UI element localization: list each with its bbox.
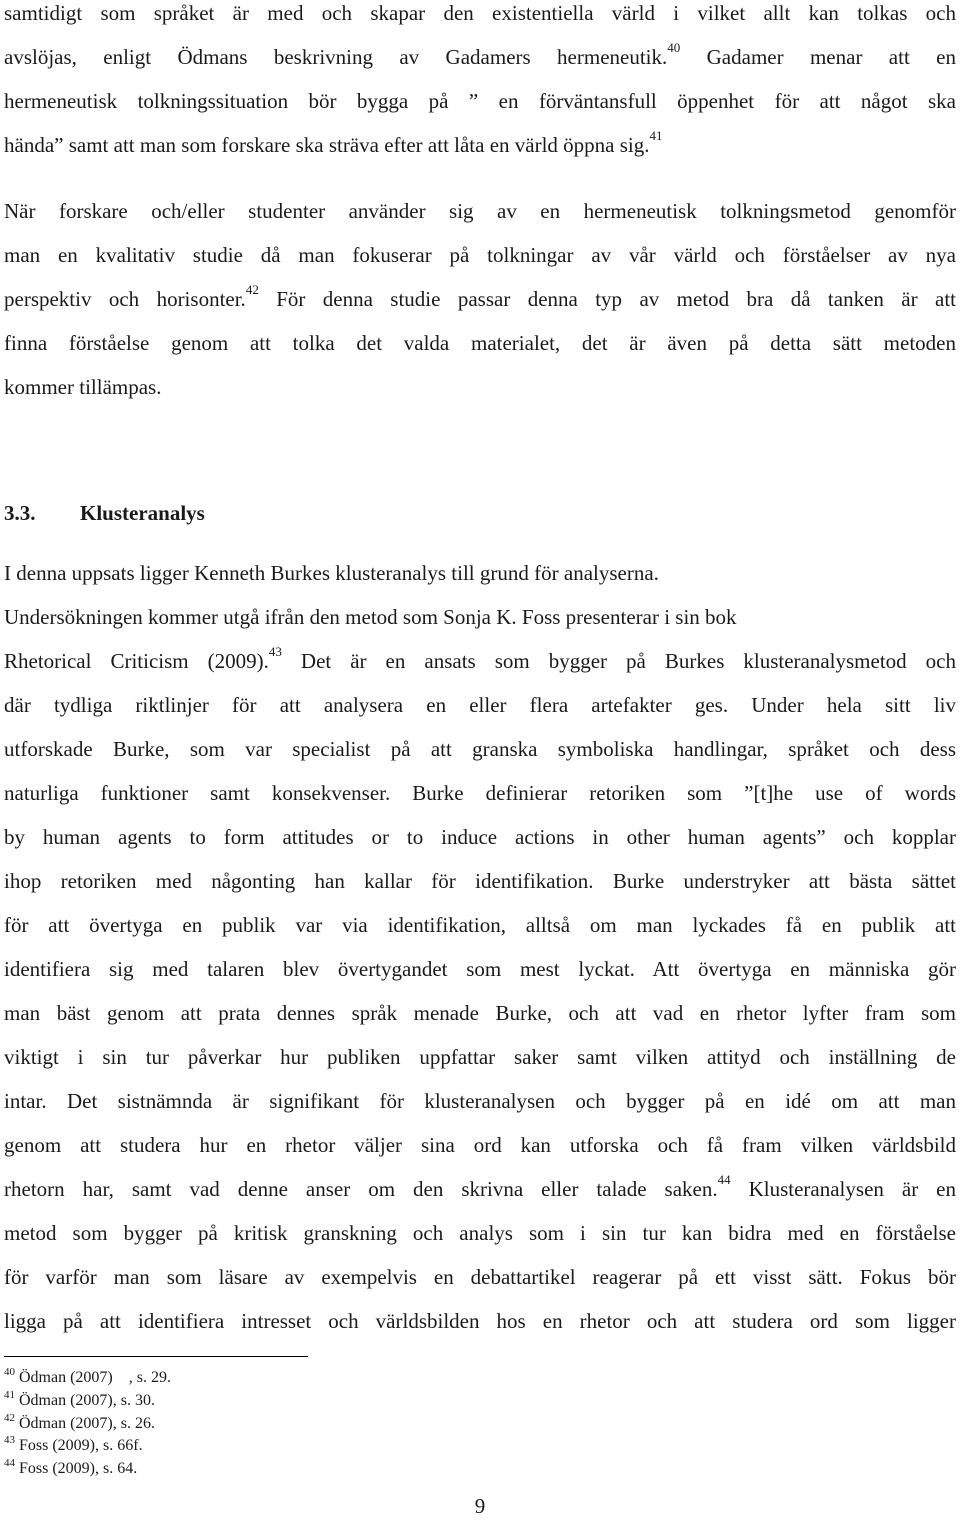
footnote-number: 44	[4, 1457, 15, 1469]
paragraph-line: hermeneutisk tolkningssituation bör bygga på ” en förväntansfull öppenhet för att något ska	[4, 89, 956, 113]
paragraph-line: identifiera sig med talaren blev övertygandet som mest lyckat. Att övertyga en människa gör	[4, 957, 956, 981]
footnote-ref[interactable]: 41	[649, 128, 663, 143]
paragraph-line: man bäst genom att prata dennes språk menade Burke, och att vad en rhetor lyfter fram som	[4, 1001, 956, 1025]
line-text: rhetorn har, samt vad denne anser om den skrivna eller talade saken.	[4, 1177, 718, 1201]
line-text: perspektiv och horisonter.	[4, 287, 246, 311]
paragraph-line: I denna uppsats ligger Kenneth Burkes klusteranalys till grund för analyserna.	[4, 561, 659, 585]
paragraph-line: finna förståelse genom att tolka det valda materialet, det är även på detta sätt metoden	[4, 331, 956, 355]
footnote-divider	[4, 1356, 308, 1357]
line-text: För denna studie passar denna typ av metod bra då tanken är att	[276, 287, 956, 311]
paragraph-line	[4, 40, 956, 70]
paragraph-line: intar. Det sistnämnda är signifikant för klusteranalysen och bygger på en idé om att man	[4, 1089, 956, 1113]
footnote-number: 42	[4, 1412, 15, 1424]
footnote	[4, 1391, 155, 1411]
paragraph-line	[4, 644, 957, 674]
footnote-number: 40	[4, 1366, 15, 1378]
paragraph-line: utforskade Burke, som var specialist på att granska symboliska handlingar, språket och dess	[4, 737, 956, 761]
paragraph-line: genom att studera hur en rhetor väljer sina ord kan utforska och få fram vilken världsbild	[4, 1133, 956, 1157]
paragraph-line: samtidigt som språket är med och skapar den existentiella värld i vilket allt kan tolkas och	[4, 1, 956, 25]
page-number: 9	[474, 1494, 486, 1518]
paragraph-line: ihop retoriken med någonting han kallar för identifikation. Burke understryker att bästa sättet	[4, 869, 956, 893]
paragraph-line	[4, 1172, 956, 1202]
footnote-ref[interactable]: 43	[268, 644, 282, 659]
paragraph-line: för att övertyga en publik var via identifikation, alltså om man lyckades få en publik att	[4, 913, 956, 937]
footnote-ref[interactable]: 40	[667, 40, 681, 55]
line-text: hända” samt att man som forskare ska sträva efter att låta en värld öppna sig.	[4, 133, 650, 157]
footnote-number: 43	[4, 1434, 15, 1446]
footnote	[4, 1459, 137, 1479]
line-text: Det är en ansats som bygger på Burkes klusteranalysmetod och	[300, 649, 957, 673]
footnote-text: Ödman (2007), s. 30.	[19, 1392, 155, 1409]
paragraph-line: för varför man som läsare av exempelvis en debattartikel reagerar på ett visst sätt. Fokus bör	[4, 1265, 956, 1289]
line-text: Rhetorical Criticism (2009).	[4, 649, 269, 673]
paragraph-line: metod som bygger på kritisk granskning och analys som i sin tur kan bidra med en förståelse	[4, 1221, 956, 1245]
footnote	[4, 1436, 143, 1456]
footnote-text: Foss (2009), s. 66f.	[19, 1437, 143, 1454]
paragraph-line: Undersökningen kommer utgå ifrån den metod som Sonja K. Foss presenterar i sin bok	[4, 605, 737, 629]
paragraph-line: ligga på att identifiera intresset och världsbilden hos en rhetor och att studera ord som ligger	[4, 1309, 956, 1333]
paragraph-line: kommer tillämpas.	[4, 375, 162, 399]
footnote-text: Ödman (2007) , s. 29.	[19, 1369, 171, 1386]
paragraph-line	[4, 128, 956, 158]
paragraph-line: där tydliga riktlinjer för att analysera en eller flera artefakter ges. Under hela sitt liv	[4, 693, 956, 717]
paragraph-line: viktigt i sin tur påverkar hur publiken uppfattar saker samt vilken attityd och inställning de	[4, 1045, 956, 1069]
paragraph-line: man en kvalitativ studie då man fokuserar på tolkningar av vår värld och förståelser av nya	[4, 243, 956, 267]
line-text: avslöjas, enligt Ödmans beskrivning av Gadamers hermeneutik.	[4, 45, 668, 69]
section-title: Klusteranalys	[80, 501, 205, 525]
paragraph-line	[4, 282, 956, 312]
line-text: Gadamer menar att en	[706, 45, 956, 69]
footnote-ref[interactable]: 42	[245, 282, 259, 297]
line-text: Klusteranalysen är en	[748, 1177, 956, 1201]
footnote	[4, 1368, 171, 1388]
footnote-text: Foss (2009), s. 64.	[19, 1460, 138, 1477]
footnote-ref[interactable]: 44	[717, 1172, 731, 1187]
section-heading	[4, 500, 205, 526]
paragraph-line: naturliga funktioner samt konsekvenser. Burke definierar retoriken som ”[t]he use of words	[4, 781, 956, 805]
paragraph-line: När forskare och/eller studenter använder sig av en hermeneutisk tolkningsmetod genomför	[4, 199, 956, 223]
footnote-number: 41	[4, 1389, 15, 1401]
paragraph-line: by human agents to form attitudes or to induce actions in other human agents” och kopplar	[4, 825, 956, 849]
section-number: 3.3.	[4, 501, 36, 525]
footnote-text: Ödman (2007), s. 26.	[19, 1415, 155, 1432]
footnote	[4, 1414, 155, 1434]
